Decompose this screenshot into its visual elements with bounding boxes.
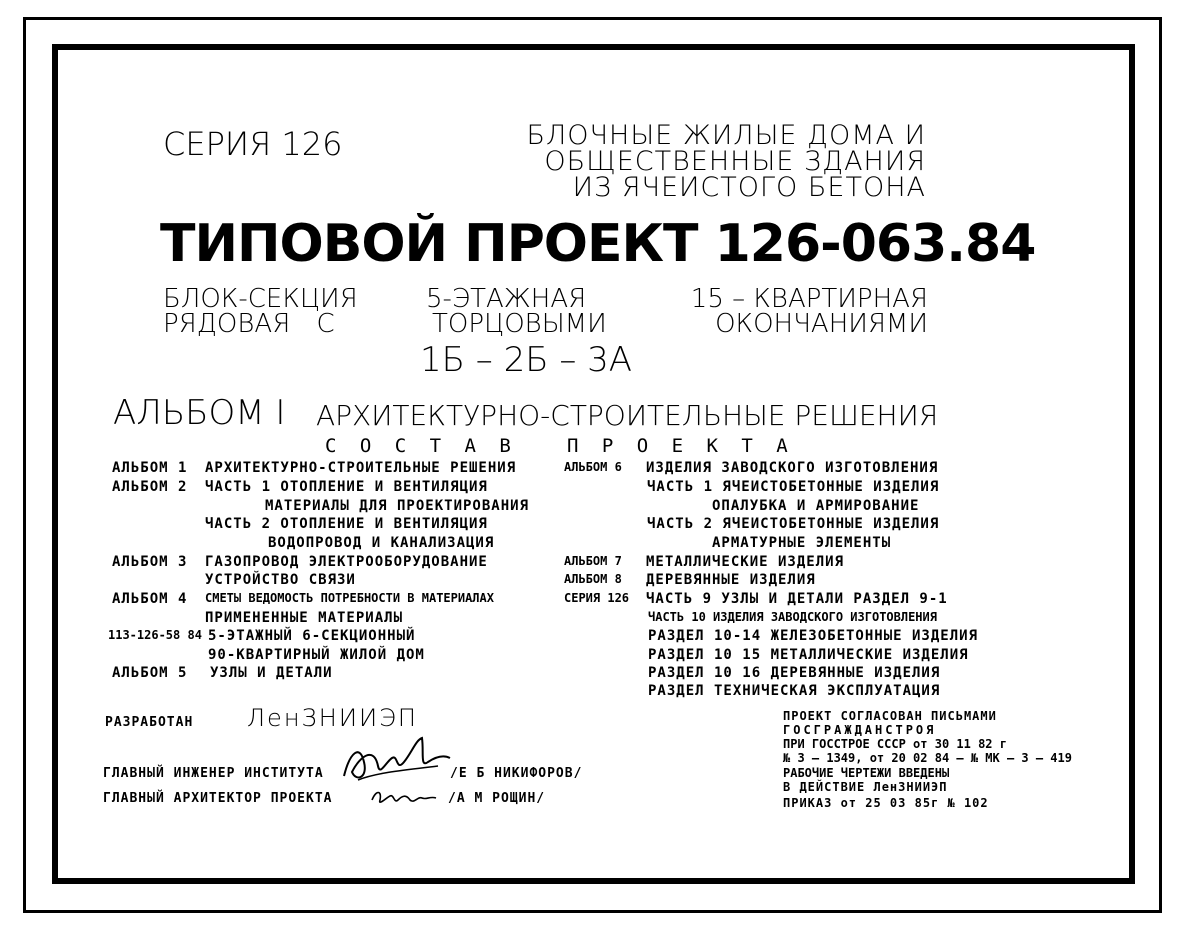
album-name: АРХИТЕКТУРНО-СТРОИТЕЛЬНЫЕ РЕШЕНИЯ (316, 399, 939, 432)
list-item-label: АЛЬБОМ 8 (564, 572, 622, 586)
list-item-label: АЛЬБОМ 1 (112, 460, 188, 476)
album-number: АЛЬБОМ I (113, 393, 286, 433)
project-code: 1Б – 2Б – 3А (420, 340, 633, 380)
list-item-text: УСТРОЙСТВО СВЯЗИ (205, 572, 356, 588)
list-item-text: АРМАТУРНЫЕ ЭЛЕМЕНТЫ (712, 535, 892, 551)
project-desc-1b: 5-ЭТАЖНАЯ (426, 284, 587, 314)
list-item-label: АЛЬБОМ 6 (564, 460, 622, 474)
composition-heading-left: С О С Т А В (325, 435, 517, 457)
series-desc-line-3: ИЗ ЯЧЕИСТОГО БЕТОНА (572, 172, 926, 203)
list-item-text: РАЗДЕЛ ТЕХНИЧЕСКАЯ ЭКСПЛУАТАЦИЯ (648, 683, 941, 699)
list-item-text: 5-ЭТАЖНЫЙ 6-СЕКЦИОННЫЙ (208, 628, 416, 644)
list-item-text: СМЕТЫ ВЕДОМОСТЬ ПОТРЕБНОСТИ В МАТЕРИАЛАХ (205, 591, 494, 605)
list-item-text: ИЗДЕЛИЯ ЗАВОДСКОГО ИЗГОТОВЛЕНИЯ (646, 460, 939, 476)
list-item-text: ПРИМЕНЕННЫЕ МАТЕРИАЛЫ (205, 610, 404, 626)
project-title: ТИПОВОЙ ПРОЕКТ 126-063.84 (160, 214, 1036, 274)
approval-line: РАБОЧИЕ ЧЕРТЕЖИ ВВЕДЕНЫ (783, 766, 950, 780)
approval-line: ПРИКАЗ от 25 03 85г № 102 (783, 796, 989, 810)
approval-line: № 3 – 1349, от 20 02 84 – № МК – 3 – 419 (783, 751, 1072, 765)
list-item-text: РАЗДЕЛ 10 16 ДЕРЕВЯННЫЕ ИЗДЕЛИЯ (648, 665, 941, 681)
project-desc-1c: 15 – КВАРТИРНАЯ (690, 284, 928, 314)
approval-line: ПРИ ГОССТРОЕ СССР от 30 11 82 г (783, 737, 1007, 751)
list-item-text: РАЗДЕЛ 10-14 ЖЕЛЕЗОБЕТОННЫЕ ИЗДЕЛИЯ (648, 628, 979, 644)
chief-engineer-name: /Е Б НИКИФОРОВ/ (450, 766, 583, 781)
list-item-text: МЕТАЛЛИЧЕСКИЕ ИЗДЕЛИЯ (646, 554, 845, 570)
project-desc-2b: ТОРЦОВЫМИ (432, 309, 607, 339)
chief-engineer-signature-icon (338, 732, 454, 788)
list-item-text: ЧАСТЬ 1 ЯЧЕИСТОБЕТОННЫЕ ИЗДЕЛИЯ (647, 479, 940, 495)
list-item-text: ЧАСТЬ 1 ОТОПЛЕНИЕ И ВЕНТИЛЯЦИЯ (205, 479, 488, 495)
composition-heading-right: П Р О Е К Т А (567, 435, 794, 457)
approval-line: ПРОЕКТ СОГЛАСОВАН ПИСЬМАМИ (783, 709, 997, 723)
list-item-text: ВОДОПРОВОД И КАНАЛИЗАЦИЯ (268, 535, 495, 551)
list-item-label: АЛЬБОМ 5 (112, 665, 188, 681)
project-desc-2c: ОКОНЧАНИЯМИ (715, 309, 928, 339)
list-item-text: ДЕРЕВЯННЫЕ ИЗДЕЛИЯ (646, 572, 816, 588)
list-item-label: АЛЬБОМ 7 (564, 554, 622, 568)
chief-architect-signature-icon (368, 784, 440, 810)
list-item-text: ЧАСТЬ 2 ЯЧЕИСТОБЕТОННЫЕ ИЗДЕЛИЯ (647, 516, 940, 532)
series-label: СЕРИЯ 126 (163, 125, 343, 163)
list-item-text: ЧАСТЬ 2 ОТОПЛЕНИЕ И ВЕНТИЛЯЦИЯ (205, 516, 488, 532)
list-item-label: АЛЬБОМ 2 (112, 479, 188, 495)
list-item-label: АЛЬБОМ 3 (112, 554, 188, 570)
list-item-text: 90-КВАРТИРНЫЙ ЖИЛОЙ ДОМ (208, 647, 425, 663)
series-desc-line-2: ОБЩЕСТВЕННЫЕ ЗДАНИЯ (544, 146, 926, 177)
list-item-label: 113-126-58 84 (108, 628, 202, 642)
list-item-text: ЧАСТЬ 10 ИЗДЕЛИЯ ЗАВОДСКОГО ИЗГОТОВЛЕНИЯ (648, 610, 937, 624)
list-item-text: ГАЗОПРОВОД ЭЛЕКТРООБОРУДОВАНИЕ (205, 554, 488, 570)
project-desc-2a: РЯДОВАЯ С (163, 309, 335, 339)
list-item-text: АРХИТЕКТУРНО-СТРОИТЕЛЬНЫЕ РЕШЕНИЯ (205, 460, 517, 476)
list-item-label: АЛЬБОМ 4 (112, 591, 188, 607)
developer-label: РАЗРАБОТАН (105, 715, 194, 730)
project-desc-1a: БЛОК-СЕКЦИЯ (163, 284, 358, 314)
chief-engineer-label: ГЛАВНЫЙ ИНЖЕНЕР ИНСТИТУТА (103, 766, 324, 781)
developer-name: ЛенЗНИИЭП (247, 704, 418, 732)
approval-line: ГОСГРАЖДАНСТРОЯ (783, 723, 937, 737)
list-item-label: СЕРИЯ 126 (564, 591, 630, 605)
list-item-text: РАЗДЕЛ 10 15 МЕТАЛЛИЧЕСКИЕ ИЗДЕЛИЯ (648, 647, 969, 663)
list-item-text: ОПАЛУБКА И АРМИРОВАНИЕ (712, 498, 920, 514)
chief-architect-name: /А М РОЩИН/ (448, 791, 546, 806)
list-item-text: ЧАСТЬ 9 УЗЛЫ И ДЕТАЛИ РАЗДЕЛ 9-1 (646, 591, 948, 607)
approval-line: В ДЕЙСТВИЕ ЛенЗНИИЭП (783, 780, 948, 794)
list-item-text: МАТЕРИАЛЫ ДЛЯ ПРОЕКТИРОВАНИЯ (265, 498, 530, 514)
chief-architect-label: ГЛАВНЫЙ АРХИТЕКТОР ПРОЕКТА (103, 791, 333, 806)
series-desc-line-1: БЛОЧНЫЕ ЖИЛЫЕ ДОМА И (526, 120, 926, 151)
list-item-text: УЗЛЫ И ДЕТАЛИ (210, 665, 333, 681)
